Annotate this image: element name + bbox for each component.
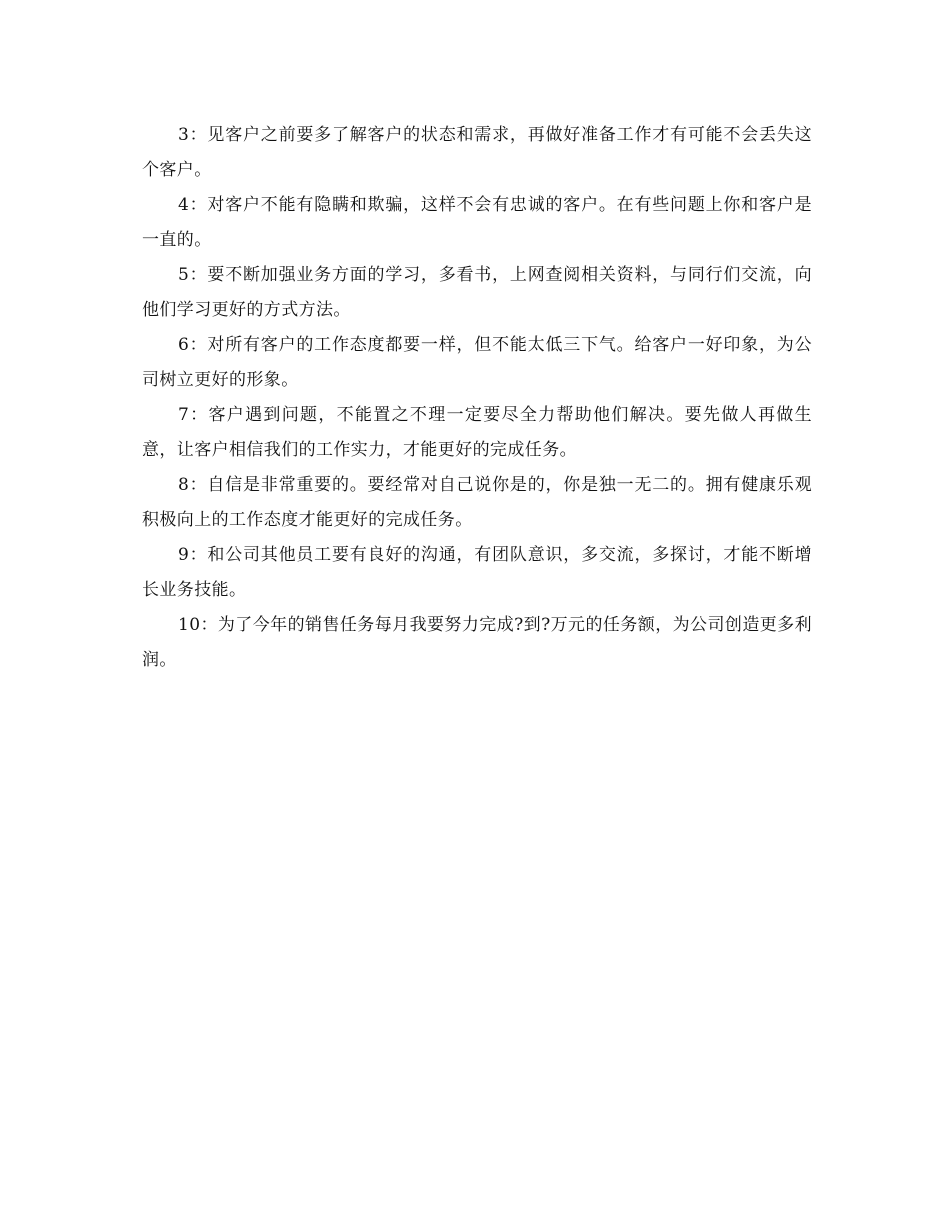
paragraph-item-10: 10：为了今年的销售任务每月我要努力完成?到?万元的任务额，为公司创造更多利润。 <box>142 615 812 670</box>
paragraph-item-4: 4：对客户不能有隐瞒和欺骗，这样不会有忠诚的客户。在有些问题上你和客户是一直的。 <box>142 195 812 250</box>
paragraph-item-7: 7：客户遇到问题，不能置之不理一定要尽全力帮助他们解决。要先做人再做生意，让客户相信我们的工作实力，才能更好的完成任务。 <box>142 405 812 460</box>
paragraph-item-8: 8：自信是非常重要的。要经常对自己说你是的，你是独一无二的。拥有健康乐观积极向上的工作态度才能更好的完成任务。 <box>142 475 812 530</box>
paragraph-item-6: 6：对所有客户的工作态度都要一样，但不能太低三下气。给客户一好印象，为公司树立更好的形象。 <box>142 335 812 390</box>
document-body <box>142 118 812 678</box>
paragraph-item-9: 9：和公司其他员工要有良好的沟通，有团队意识，多交流，多探讨，才能不断增长业务技能。 <box>142 545 812 600</box>
paragraph-item-5: 5：要不断加强业务方面的学习，多看书，上网查阅相关资料，与同行们交流，向他们学习更好的方式方法。 <box>142 265 812 320</box>
paragraph-item-3: 3：见客户之前要多了解客户的状态和需求，再做好准备工作才有可能不会丢失这个客户。 <box>142 125 812 180</box>
